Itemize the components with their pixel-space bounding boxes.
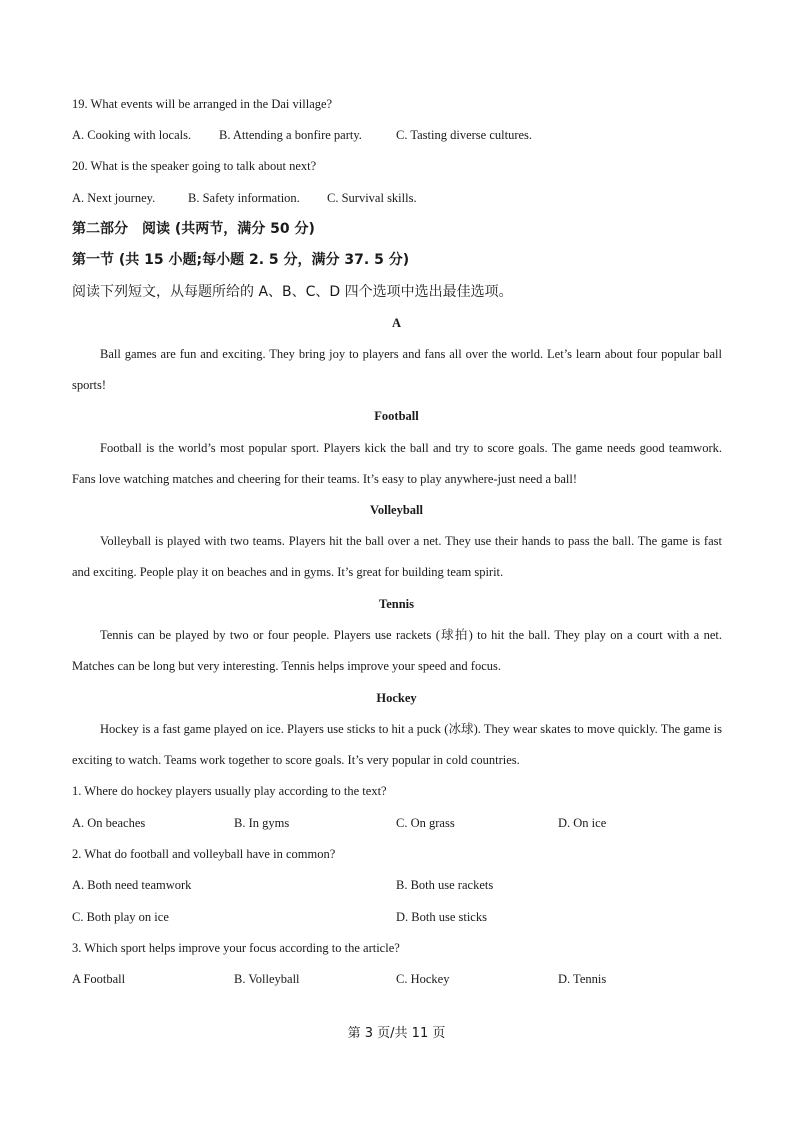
passage-letter: A xyxy=(391,316,402,330)
q20-option-a: A. Next journey. xyxy=(72,191,156,205)
q20-option-b: B. Safety information. xyxy=(188,191,300,205)
q1-option-d: D. On ice xyxy=(558,816,607,830)
q3-option-c: C. Hockey xyxy=(396,972,450,986)
q3-option-d: D. Tennis xyxy=(558,972,607,986)
question-20: 20. What is the speaker going to talk about next? xyxy=(72,159,317,173)
section-text-tennis xyxy=(72,620,722,682)
section-text-hockey xyxy=(72,714,722,776)
q2-option-d: D. Both use sticks xyxy=(396,910,487,924)
question-2: 2. What do football and volleyball have in common? xyxy=(72,847,336,861)
reading-instruction: 阅读下列短文，从每题所给的 A、B、C、D 四个选项中选出最佳选项。 xyxy=(72,284,513,300)
page-footer: 第 3 页/共 11 页 xyxy=(347,1026,446,1041)
question-19: 19. What events will be arranged in the Dai village? xyxy=(72,97,333,111)
section1-heading: 第一节 (共 15 小题;每小题 2. 5 分，满分 37. 5 分) xyxy=(72,252,410,268)
q19-option-b: B. Attending a bonfire party. xyxy=(219,128,362,142)
q1-option-c: C. On grass xyxy=(396,816,455,830)
q3-option-b: B. Volleyball xyxy=(234,972,300,986)
section-title-football: Football xyxy=(374,409,419,423)
section-title-tennis: Tennis xyxy=(379,597,414,611)
passage-intro xyxy=(72,339,722,401)
question-3: 3. Which sport helps improve your focus according to the article? xyxy=(72,941,400,955)
section-title-hockey: Hockey xyxy=(376,691,417,705)
q19-option-a: A. Cooking with locals. xyxy=(72,128,192,142)
q3-option-a: A Football xyxy=(72,972,126,986)
question-1: 1. Where do hockey players usually play according to the text? xyxy=(72,784,387,798)
q2-option-c: C. Both play on ice xyxy=(72,910,169,924)
section-text-volleyball xyxy=(72,526,722,588)
part2-heading: 第二部分 阅读 (共两节，满分 50 分) xyxy=(72,221,315,237)
q2-option-a: A. Both need teamwork xyxy=(72,878,192,892)
section-text-football xyxy=(72,433,722,495)
hockey-text: Hockey is a fast game played on ice. Players use sticks to hit a puck (冰球). They wear skates to move quickly. The game is exciting to watch. Teams work together to score goals. It’s very popular in cold countries. xyxy=(72,722,722,767)
tennis-text: Tennis can be played by two or four people. Players use rackets (球拍) to hit the ball. They play on a court with a net. Matches can be long but very interesting. Tennis helps improve your speed and focus. xyxy=(72,628,722,673)
q19-option-c: C. Tasting diverse cultures. xyxy=(396,128,533,142)
passage-intro-text: Ball games are fun and exciting. They bring joy to players and fans all over the world. Let’s learn about four popular ball sports! xyxy=(72,347,722,392)
q1-option-b: B. In gyms xyxy=(234,816,290,830)
football-text: Football is the world’s most popular sport. Players kick the ball and try to score goals. The game needs good teamwork. Fans love watching matches and cheering for their teams. It’s easy to play anywhere-just need a ball! xyxy=(72,441,722,486)
volleyball-text: Volleyball is played with two teams. Players hit the ball over a net. They use their hands to pass the ball. The game is fast and exciting. People play it on beaches and in gyms. It’s great for building team spirit. xyxy=(72,534,722,579)
q1-option-a: A. On beaches xyxy=(72,816,146,830)
q20-option-c: C. Survival skills. xyxy=(327,191,417,205)
section-title-volleyball: Volleyball xyxy=(369,503,424,517)
q2-option-b: B. Both use rackets xyxy=(396,878,494,892)
